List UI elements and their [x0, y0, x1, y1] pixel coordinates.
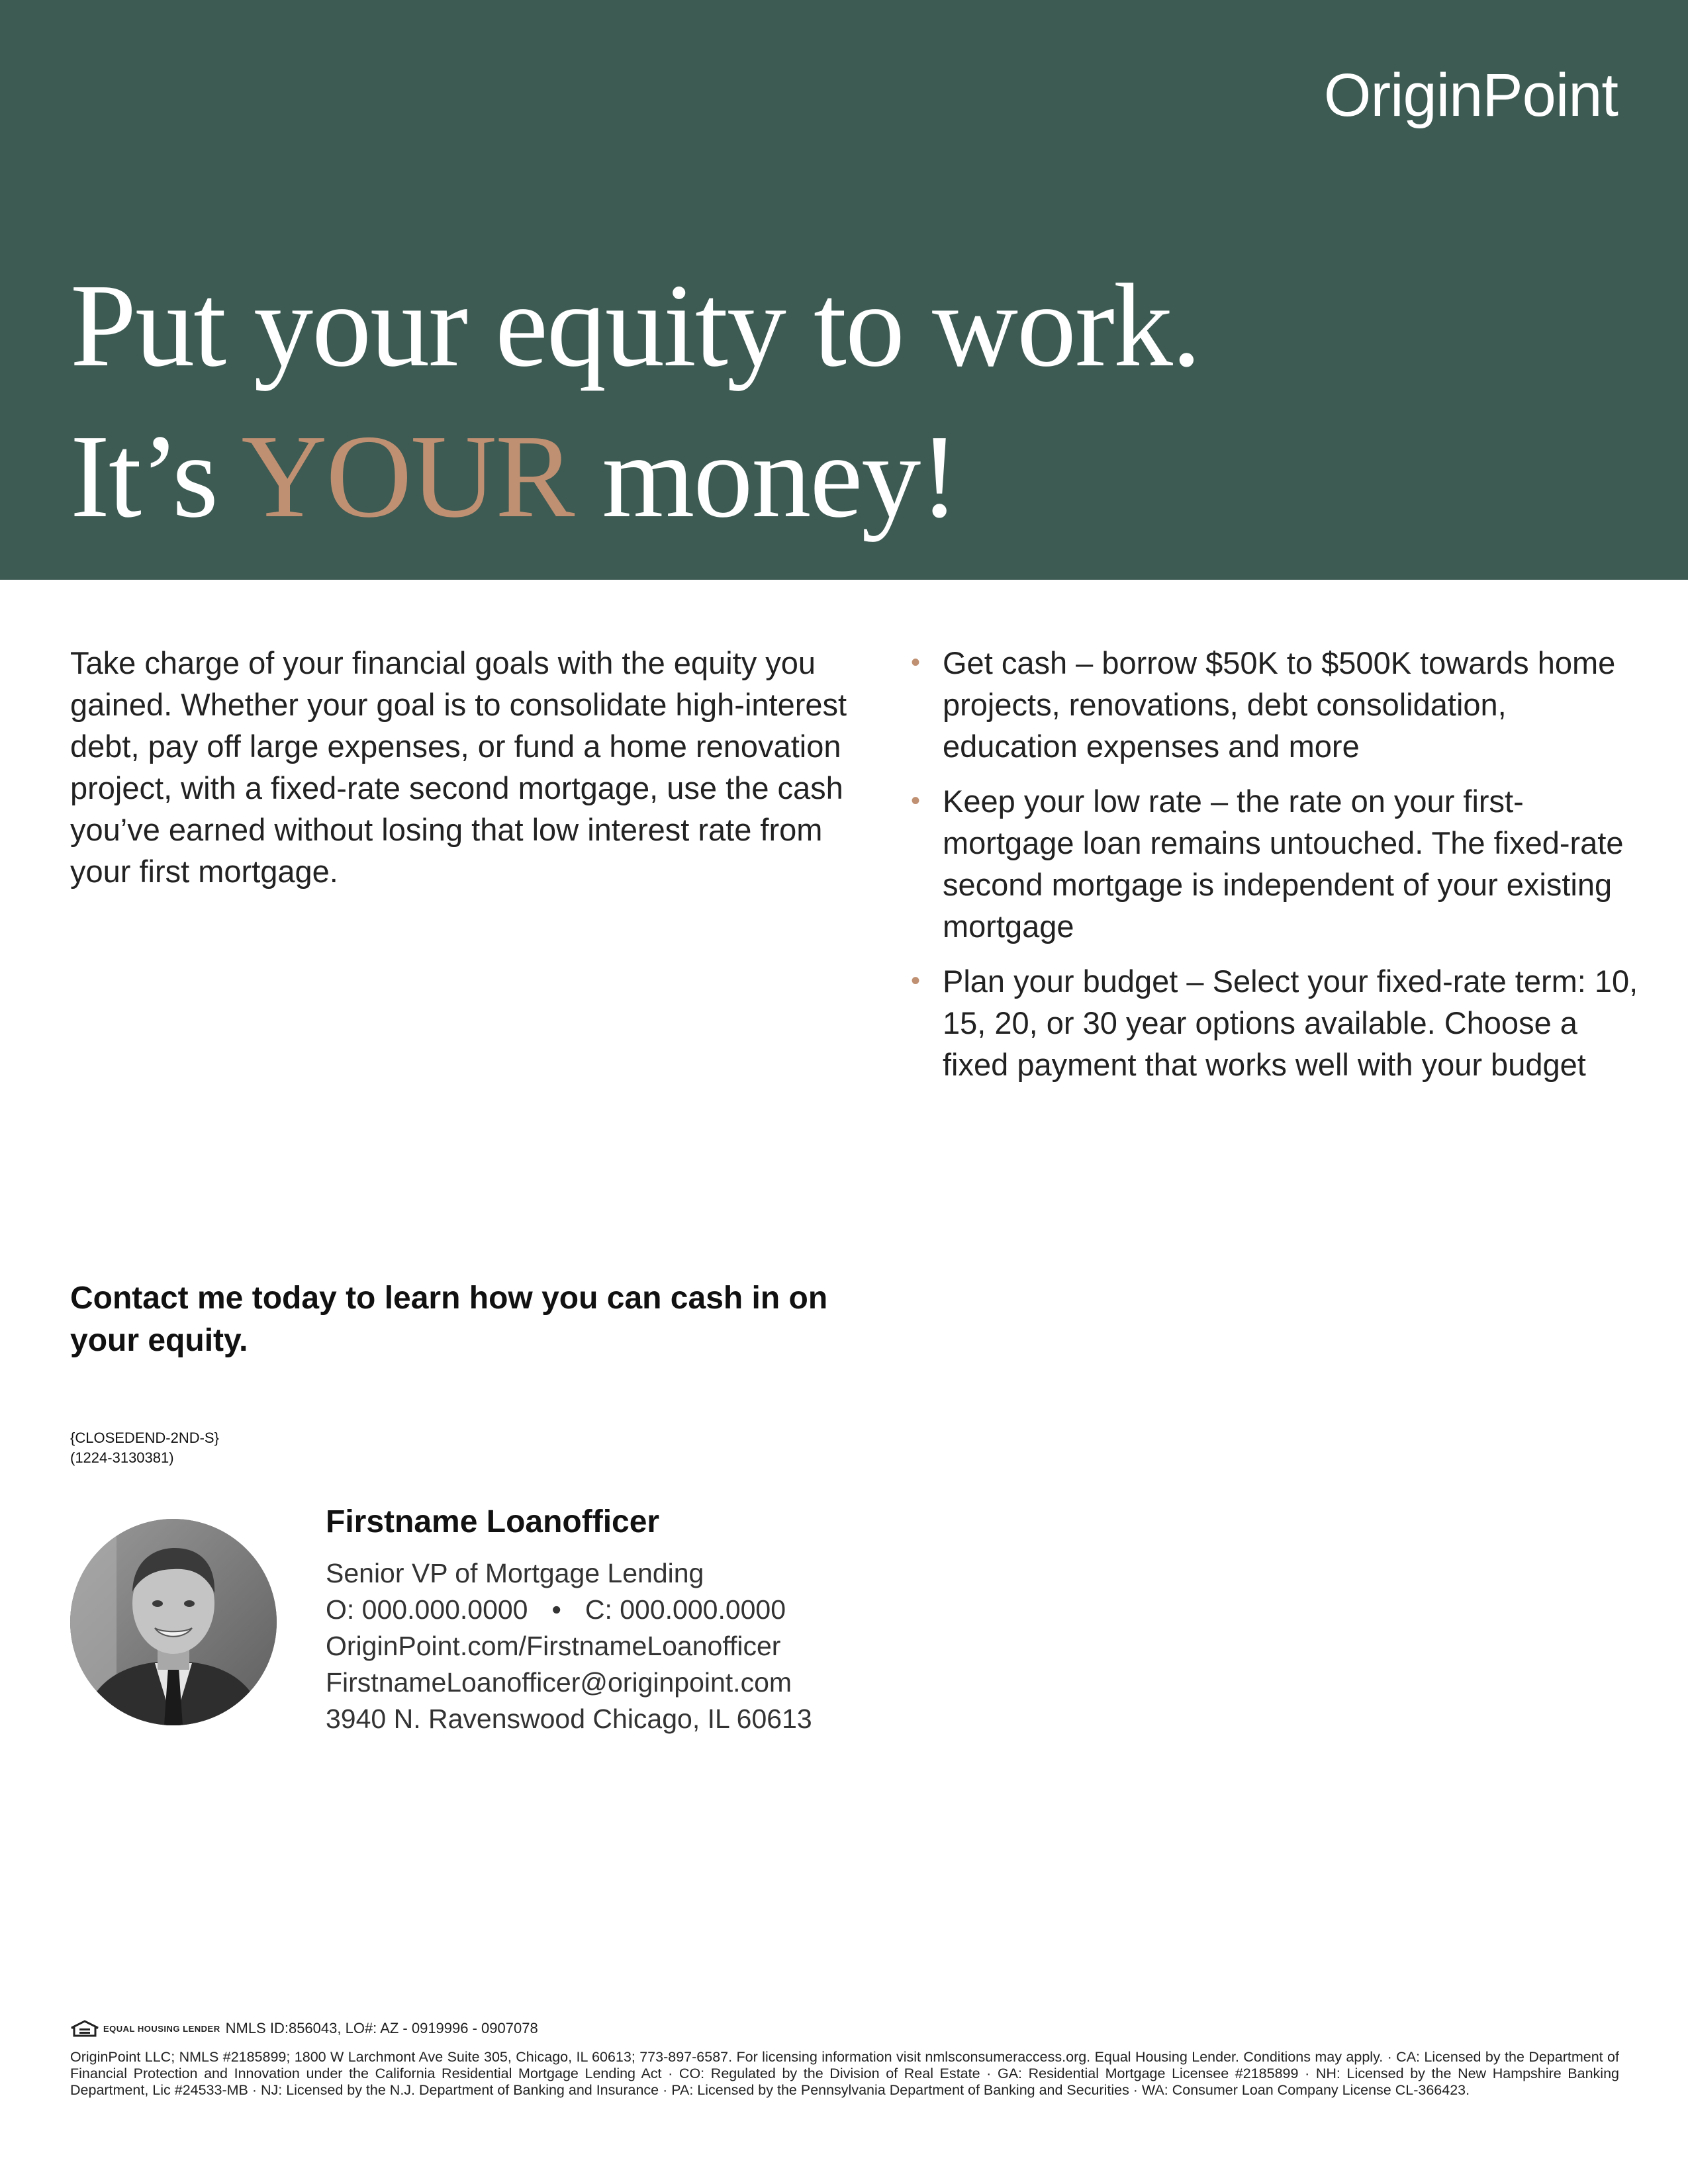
- document-codes: [70, 1428, 219, 1468]
- benefit-text: Keep your low rate – the rate on your first-mortgage loan remains untouched. The fixed-rate second mortgage is independent of your existing mortgage: [943, 784, 1624, 944]
- product-code: {CLOSEDEND-2ND-S}: [70, 1430, 219, 1446]
- loan-officer-name: Firstname Loanofficer: [326, 1504, 660, 1539]
- headline-line-1: Put your equity to work.: [70, 259, 1200, 391]
- equal-housing-icon: [70, 2020, 99, 2037]
- intro-paragraph: Take charge of your financial goals with the equity you gained. Whether your goal is to consolidate high-interest debt, pay off large expenses, or fund a home renovation project, with a fixed-rate second mortgage, use the cash you’ve earned without losing that low interest rate from your first mortgage.: [70, 645, 847, 889]
- benefits-list: [911, 642, 1639, 1099]
- equal-housing-text: EQUAL HOUSING LENDER: [103, 2023, 220, 2034]
- originpoint-logo: OriginPoint: [1323, 62, 1618, 129]
- loan-officer-card: [326, 1501, 1054, 1737]
- bullet-icon: •: [911, 966, 921, 995]
- legal-disclosure: OriginPoint LLC; NMLS #2185899; 1800 W Larchmont Ave Suite 305, Chicago, IL 60613; 773-897-6587. For licensing information visit nmlsconsumeraccess.org. Equal Housing Lender. Conditions may apply. · CA: Licensed by the Department of Financial Protection and Innovation under the California Residential Mortgage Lending Act · CO: Regulated by the Division of Real Estate · GA: Residential Mortgage Licensee #2185899 · NH: Licensed by the New Hampshire Banking Department, Lic #24533-MB · NJ: Licensed by the N.J. Department of Banking and Insurance · PA: Licensed by the Pennsylvania Department of Banking and Securities · WA: Consumer Loan Company License CL-366423.: [70, 2049, 1619, 2098]
- loan-officer-avatar: [70, 1519, 277, 1725]
- person-portrait-icon: [70, 1519, 277, 1725]
- benefit-item: [911, 642, 1639, 767]
- benefit-text: Get cash – borrow $50K to $500K towards home projects, renovations, debt consolidation, education expenses and more: [943, 645, 1616, 764]
- headline-line-2-suffix: money!: [573, 410, 959, 542]
- equal-housing-row: [70, 2020, 538, 2037]
- cell-phone[interactable]: C: 000.000.0000: [585, 1594, 786, 1625]
- headline-accent-word: YOUR: [241, 410, 574, 542]
- benefit-text: Plan your budget – Select your fixed-rate term: 10, 15, 20, or 30 year options available. Choose a fixed payment that works well with your budget: [943, 964, 1638, 1082]
- call-to-action: Contact me today to learn how you can cash in on your equity.: [70, 1281, 828, 1358]
- benefit-item: [911, 960, 1639, 1085]
- website-link[interactable]: OriginPoint.com/FirstnameLoanofficer: [326, 1631, 781, 1661]
- benefit-item: [911, 780, 1639, 947]
- phone-numbers: [326, 1592, 1054, 1628]
- headline: [70, 250, 1200, 552]
- email-link[interactable]: FirstnameLoanofficer@originpoint.com: [326, 1667, 792, 1698]
- office-address: 3940 N. Ravenswood Chicago, IL 60613: [326, 1704, 812, 1734]
- office-phone[interactable]: O: 000.000.0000: [326, 1594, 528, 1625]
- job-code: (1224-3130381): [70, 1449, 174, 1466]
- nmls-info: NMLS ID:856043, LO#: AZ - 0919996 - 0907078: [225, 2020, 538, 2036]
- bullet-icon: •: [911, 786, 921, 815]
- hero-banner: [0, 0, 1688, 580]
- loan-officer-title: Senior VP of Mortgage Lending: [326, 1558, 704, 1588]
- phone-separator: •: [551, 1594, 561, 1625]
- bullet-icon: •: [911, 648, 921, 677]
- headline-line-2-prefix: It’s: [70, 410, 242, 542]
